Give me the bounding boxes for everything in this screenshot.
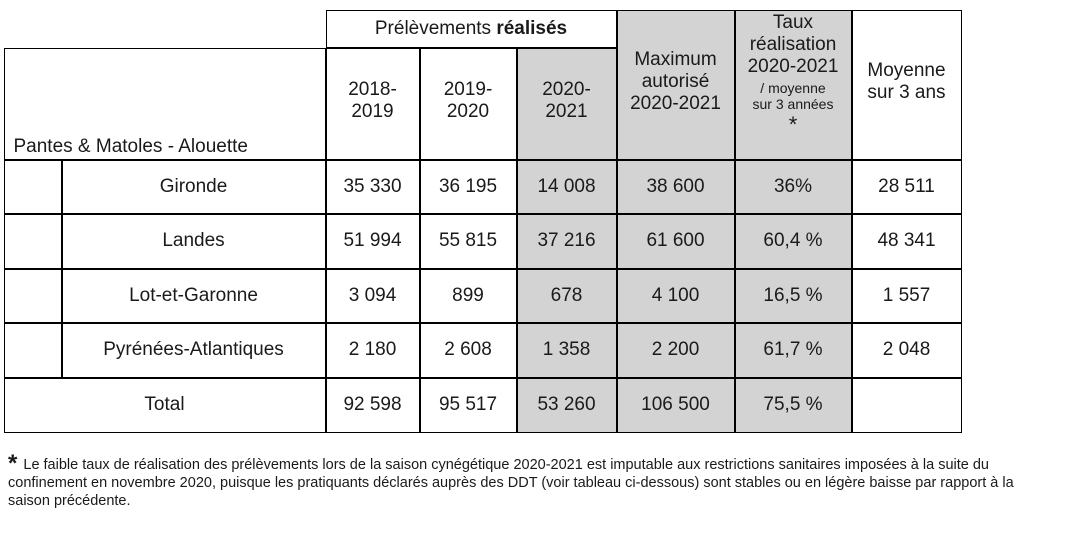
cell-lot-et-garonne-rate: 16,5 % — [735, 269, 852, 323]
footnote-text: Le faible taux de réalisation des prélèvements lors de la saison cynégétique 2020-2021 est imputable aux restrictions sanitaires imposées à la suite du confinement en novembre 2020, puisque les pratiquants déclarés auprès des DDT (voir tableau ci-dessous) sont stables ou en légère baisse par rapport à la saison précédente. — [8, 457, 1014, 509]
footnote — [8, 450, 1058, 510]
rate-header-star: * — [788, 111, 798, 137]
row-indent-cell — [4, 214, 62, 269]
group-header-prelevements — [326, 10, 617, 48]
cell-gironde-2018: 35 330 — [326, 160, 420, 214]
cell-gironde-avg: 28 511 — [852, 160, 962, 214]
cell-total-2018: 92 598 — [326, 378, 420, 433]
row-indent-cell — [4, 160, 62, 214]
row-indent-cell — [4, 323, 62, 378]
header-max-autorise — [617, 10, 735, 160]
cell-lot-et-garonne-2018: 3 094 — [326, 269, 420, 323]
cell-pyrenees-atlantiques-2018: 2 180 — [326, 323, 420, 378]
cell-gironde-max: 38 600 — [617, 160, 735, 214]
cell-total-2020: 53 260 — [517, 378, 617, 433]
cell-gironde-2019: 36 195 — [420, 160, 517, 214]
cell-lot-et-garonne-max: 4 100 — [617, 269, 735, 323]
row-name-pyrenees-atlantiques: Pyrénées-Atlantiques — [62, 323, 326, 378]
cell-landes-2020: 37 216 — [517, 214, 617, 269]
cell-total-rate: 75,5 % — [735, 378, 852, 433]
header-taux-realisation — [735, 10, 852, 160]
row-name-landes: Landes — [62, 214, 326, 269]
cell-landes-avg: 48 341 — [852, 214, 962, 269]
cell-pyrenees-atlantiques-2019: 2 608 — [420, 323, 517, 378]
cell-total-avg — [852, 378, 962, 433]
group-header-prefix: Prélèvements — [374, 17, 497, 39]
year-2019-label: 2019- 2020 — [443, 78, 493, 122]
cell-gironde-rate: 36% — [735, 160, 852, 214]
header-year-2020 — [517, 48, 617, 160]
species-label: Pantes & Matoles - Alouette — [13, 135, 248, 157]
row-name-total: Total — [4, 378, 326, 433]
cell-landes-max: 61 600 — [617, 214, 735, 269]
header-year-2019 — [420, 48, 517, 160]
cell-total-2019: 95 517 — [420, 378, 517, 433]
rate-header-sub: / moyenne sur 3 années — [752, 79, 834, 112]
cell-landes-2019: 55 815 — [420, 214, 517, 269]
year-2020-label: 2020- 2021 — [542, 78, 591, 122]
rate-header-title: Taux réalisation 2020-2021 — [747, 11, 839, 77]
header-year-2018 — [326, 48, 420, 160]
year-2018-label: 2018- 2019 — [348, 78, 397, 122]
cell-lot-et-garonne-avg: 1 557 — [852, 269, 962, 323]
avg-header-label: Moyenne sur 3 ans — [867, 59, 946, 103]
cell-landes-rate: 60,4 % — [735, 214, 852, 269]
cell-pyrenees-atlantiques-rate: 61,7 % — [735, 323, 852, 378]
cell-total-max: 106 500 — [617, 378, 735, 433]
cell-lot-et-garonne-2019: 899 — [420, 269, 517, 323]
header-moyenne — [852, 10, 962, 160]
cell-pyrenees-atlantiques-avg: 2 048 — [852, 323, 962, 378]
row-indent-cell — [4, 269, 62, 323]
max-header-label: Maximum autorisé 2020-2021 — [630, 48, 721, 114]
row-name-lot-et-garonne: Lot-et-Garonne — [62, 269, 326, 323]
group-header-bold: réalisés — [496, 17, 568, 39]
cell-pyrenees-atlantiques-2020: 1 358 — [517, 323, 617, 378]
footnote-star: * — [8, 450, 18, 477]
cell-lot-et-garonne-2020: 678 — [517, 269, 617, 323]
cell-landes-2018: 51 994 — [326, 214, 420, 269]
cell-pyrenees-atlantiques-max: 2 200 — [617, 323, 735, 378]
cell-gironde-2020: 14 008 — [517, 160, 617, 214]
row-name-gironde: Gironde — [62, 160, 326, 214]
header-species — [4, 48, 326, 160]
